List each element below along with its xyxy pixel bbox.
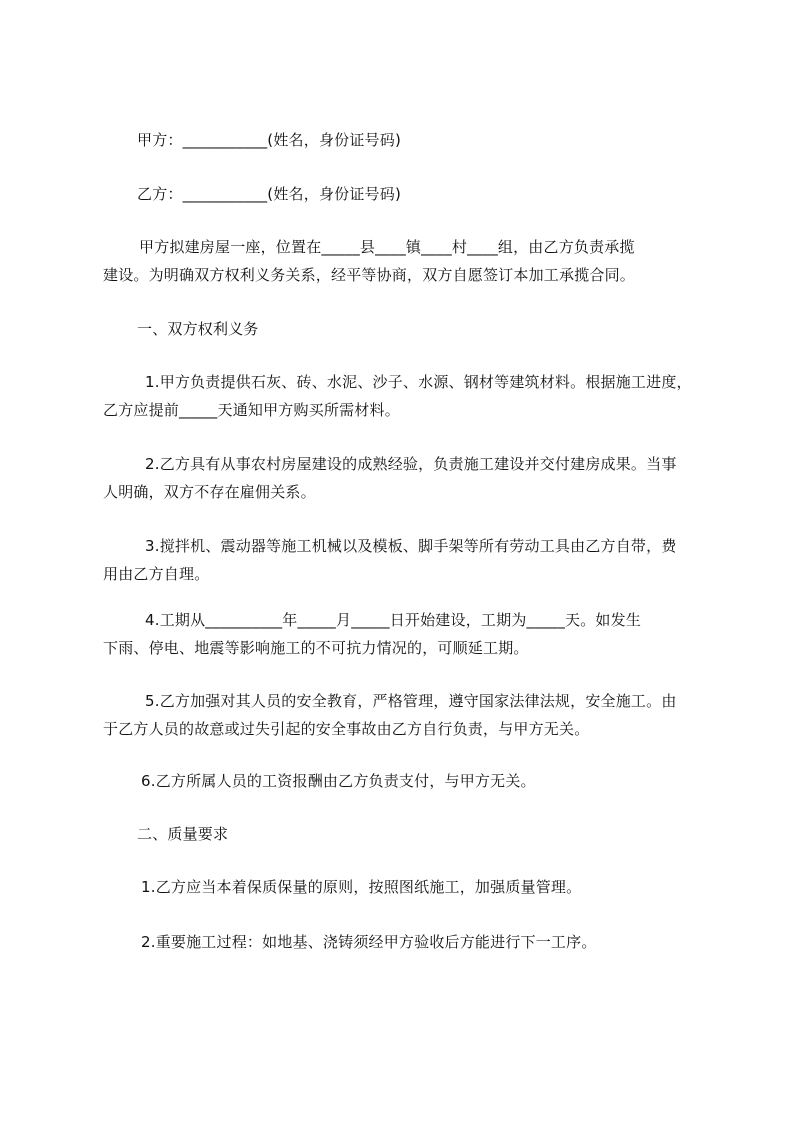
party-a-line: 甲方：___________(姓名，身份证号码) [137,131,402,149]
clause-2-1-line-1: 1.乙方应当本着保质保量的原则，按照图纸施工，加强质量管理。 [141,878,582,896]
clause-1-2-line-2: 人明确，双方不存在雇佣关系。 [103,483,316,501]
clause-1-3-line-1: 3.搅拌机、震动器等施工机械以及模板、脚手架等所有劳动工具由乙方自带，费 [145,537,677,555]
clause-1-1-line-1: 1.甲方负责提供石灰、砖、水泥、沙子、水源、钢材等建筑材料。根据施工进度， [145,373,692,391]
clause-1-4-line-2: 下雨、停电、地震等影响施工的不可抗力情况的，可顺延工期。 [103,639,529,657]
party-b-line: 乙方：___________(姓名，身份证号码) [137,185,402,203]
clause-1-4-line-1: 4.工期从__________年_____月_____日开始建设，工期为_____天。如发生 [145,611,642,629]
clause-1-5-line-1: 5.乙方加强对其人员的安全教育，严格管理，遵守国家法律法规，安全施工。由 [145,692,677,710]
clause-1-3-line-2: 用由乙方自理。 [103,565,210,583]
section-2-title: 二、质量要求 [137,825,229,843]
clause-1-6-line-1: 6.乙方所属人员的工资报酬由乙方负责支付，与甲方无关。 [141,772,536,790]
section-1-title: 一、双方权利义务 [137,320,259,338]
clause-1-5-line-2: 于乙方人员的故意或过失引起的安全事故由乙方自行负责，与甲方无关。 [103,720,590,738]
intro-line-2: 建设。为明确双方权利义务关系，经平等协商，双方自愿签订本加工承揽合同。 [103,266,636,284]
clause-2-2-line-1: 2.重要施工过程：如地基、浇铸须经甲方验收后方能进行下一工序。 [141,933,597,951]
intro-line-1: 甲方拟建房屋一座，位置在_____县____镇____村____组，由乙方负责承揽 [139,238,635,256]
clause-1-2-line-1: 2.乙方具有从事农村房屋建设的成熟经验，负责施工建设并交付建房成果。当事 [145,455,677,473]
clause-1-1-line-2: 乙方应提前_____天通知甲方购买所需材料。 [103,401,400,419]
